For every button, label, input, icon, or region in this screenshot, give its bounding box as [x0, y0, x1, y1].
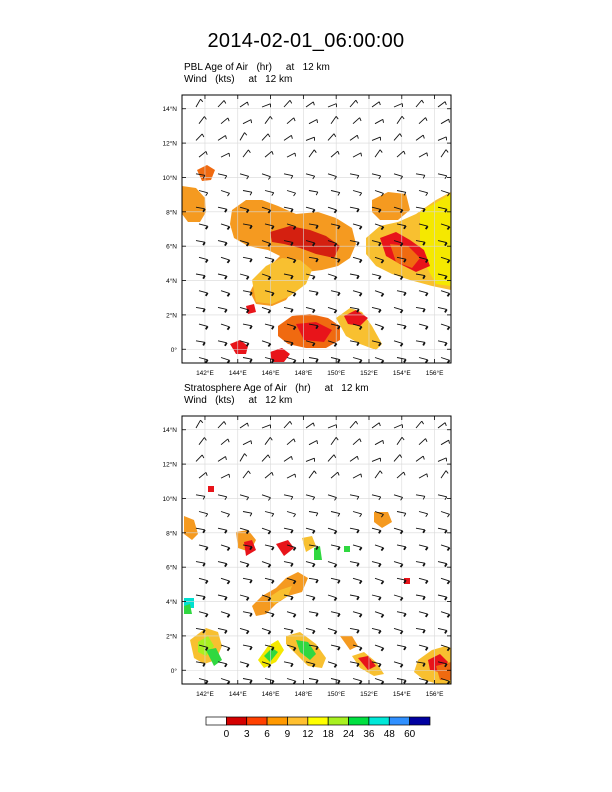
- panel2-map: [182, 416, 451, 684]
- colorbar-label: 9: [284, 729, 291, 740]
- lat-tick-label: 2°N: [166, 633, 177, 641]
- lat-tick-label: 4°N: [166, 599, 177, 607]
- panel1-field-label: PBL Age of Air (hr) at 12 km: [184, 62, 330, 73]
- lon-tick-label: 144°E: [228, 370, 247, 377]
- lat-tick-label: 10°N: [162, 174, 177, 182]
- colorbar-label: 24: [342, 729, 355, 740]
- colorbar-swatch: [267, 717, 287, 725]
- colorbar-label: 6: [264, 729, 270, 740]
- lat-tick-label: 4°N: [166, 278, 177, 286]
- colorbar-label: 3: [243, 729, 250, 740]
- lon-tick-label: 148°E: [294, 691, 313, 698]
- strat-dot-2: [344, 546, 350, 552]
- colorbar-swatch: [389, 717, 409, 725]
- colorbar-label: 60: [404, 729, 416, 740]
- lat-tick-label: 8°N: [166, 209, 177, 217]
- colorbar-swatch: [287, 717, 307, 725]
- lon-tick-label: 154°E: [392, 691, 411, 698]
- colorbar-label: 0: [223, 729, 230, 740]
- colorbar-swatch: [410, 717, 430, 725]
- panel2-field-label: Stratosphere Age of Air (hr) at 12 km: [184, 383, 369, 394]
- colorbar-swatch: [349, 717, 369, 725]
- lat-tick-label: 0°: [170, 667, 177, 675]
- lon-tick-label: 154°E: [392, 370, 411, 377]
- colorbar-label: 18: [322, 729, 334, 740]
- lat-tick-label: 8°N: [166, 530, 177, 538]
- lon-tick-label: 156°E: [425, 691, 444, 698]
- lon-tick-label: 152°E: [360, 370, 378, 377]
- panel2-wind-label: Wind (kts) at 12 km: [184, 395, 293, 406]
- lat-tick-label: 10°N: [162, 495, 177, 503]
- lon-tick-label: 152°E: [360, 691, 378, 698]
- colorbar-swatch: [369, 717, 389, 725]
- lat-tick-label: 12°N: [162, 140, 177, 148]
- lon-tick-label: 142°E: [196, 370, 214, 377]
- lon-tick-label: 146°E: [261, 691, 280, 698]
- colorbar-swatch: [328, 717, 348, 725]
- lon-tick-label: 150°E: [327, 370, 346, 377]
- colorbar-swatch: [247, 717, 267, 725]
- colorbar: [206, 717, 430, 740]
- lon-tick-label: 148°E: [294, 370, 313, 377]
- lat-tick-label: 6°N: [166, 243, 177, 251]
- colorbar-swatch: [308, 717, 328, 725]
- lon-tick-label: 156°E: [425, 370, 444, 377]
- lon-tick-label: 142°E: [196, 691, 214, 698]
- colorbar-label: 12: [302, 729, 314, 740]
- lon-tick-label: 150°E: [327, 691, 346, 698]
- lon-tick-label: 144°E: [228, 691, 247, 698]
- panel1-wind-label: Wind (kts) at 12 km: [184, 74, 293, 85]
- lat-tick-label: 0°: [170, 346, 177, 354]
- lat-tick-label: 14°N: [162, 427, 177, 435]
- colorbar-label: 36: [363, 729, 375, 740]
- colorbar-swatch: [226, 717, 246, 725]
- colorbar-label: 48: [383, 729, 395, 740]
- panel1-map: [182, 95, 451, 363]
- lat-tick-label: 6°N: [166, 564, 177, 572]
- lat-tick-label: 2°N: [166, 312, 177, 320]
- page-title: 2014-02-01_06:00:00: [207, 30, 405, 52]
- lon-tick-label: 146°E: [261, 370, 280, 377]
- lat-tick-label: 12°N: [162, 461, 177, 469]
- colorbar-swatch: [206, 717, 226, 725]
- lat-tick-label: 14°N: [162, 106, 177, 114]
- strat-dot-3: [208, 486, 214, 492]
